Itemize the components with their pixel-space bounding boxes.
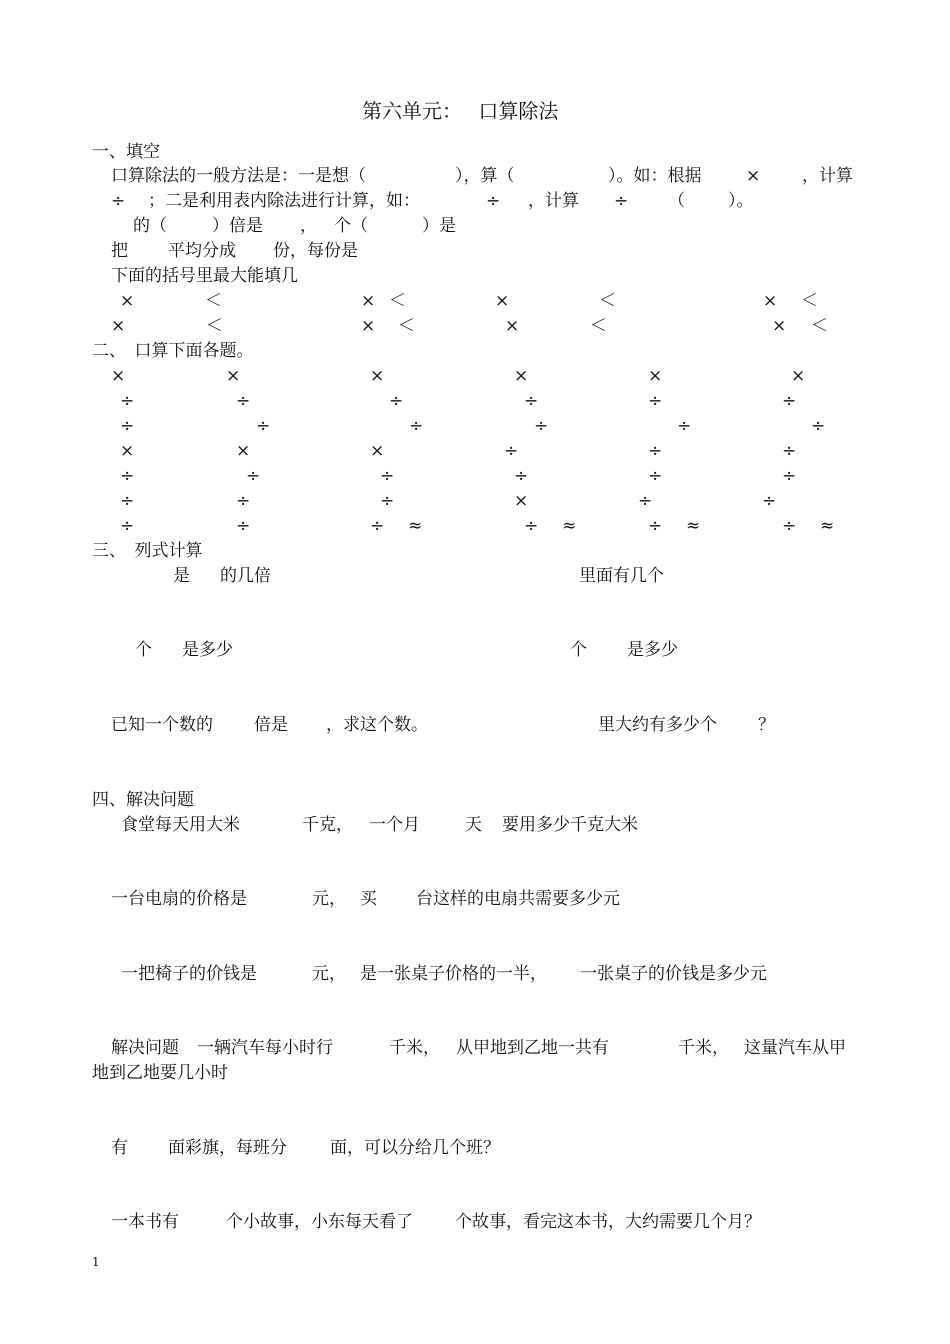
s2-r4-c4: ÷ — [504, 441, 519, 461]
s2-r7-approx2: ≈ — [562, 516, 577, 536]
s2-r7-c1: ÷ — [120, 516, 135, 536]
s2-r1-c2: × — [226, 366, 241, 386]
s1-row2-sym6: ＜ — [590, 316, 607, 336]
s2-r2-c1: ÷ — [120, 391, 135, 411]
s1-row1-sym5: × — [495, 291, 510, 311]
s2-r2-c3: ÷ — [389, 391, 404, 411]
s4-p2-b: 元， — [312, 889, 346, 909]
s2-r3-c1: ÷ — [120, 416, 135, 436]
s4-p4-cont: 地到乙地要几小时 — [92, 1063, 228, 1083]
s1-line4-c: 份，每份是 — [273, 241, 358, 261]
s4-p3-a: 一把椅子的价钱是 — [121, 964, 257, 984]
s2-r5-c5: ÷ — [648, 466, 663, 486]
s4-p6-c: 个故事，看完这本书，大约需要几个月？ — [455, 1212, 761, 1232]
page-number: 1 — [92, 1255, 100, 1269]
s4-p1-d: 天 — [465, 815, 482, 835]
s4-p4-d: 从甲地到乙地一共有 — [456, 1038, 609, 1058]
s2-r3-c5: ÷ — [677, 416, 692, 436]
s1-line1-e: ，计算 — [802, 166, 853, 186]
s1-line1-a: 口算除法的一般方法是：一是想（ — [111, 166, 366, 186]
s2-r4-c2: × — [236, 441, 251, 461]
s2-r2-c6: ÷ — [782, 391, 797, 411]
s4-p1-b: 千克， — [302, 815, 353, 835]
section4-heading: 四、解决问题 — [92, 790, 194, 810]
s2-r7-approx4: ≈ — [820, 516, 835, 536]
s1-line2-g: ）。 — [728, 191, 754, 211]
s3-q6-a: 里大约有多少个 — [598, 715, 717, 735]
s1-line4-b: 平均分成 — [168, 241, 236, 261]
s3-q5-c: ，求这个数。 — [326, 715, 428, 735]
s4-p5-c: 面，可以分给几个班？ — [330, 1138, 500, 1158]
s2-r3-c3: ÷ — [409, 416, 424, 436]
s1-line2-c: ÷ — [486, 191, 501, 211]
s2-r7-c5: ÷ — [648, 516, 663, 536]
s1-line1-b: ），算（ — [455, 166, 515, 186]
s3-q4-b: 是多少 — [627, 640, 678, 660]
s4-p4-e: 千米， — [678, 1038, 729, 1058]
s4-p2-c: 买 — [360, 889, 377, 909]
s1-row2-sym8: ＜ — [811, 316, 828, 336]
s1-row1-sym4: ＜ — [389, 291, 406, 311]
s1-line2-d: ，计算 — [528, 191, 579, 211]
s4-p6-b: 个小故事，小东每天看了 — [226, 1212, 413, 1232]
s1-row1-sym3: × — [361, 291, 376, 311]
s2-r5-c1: ÷ — [120, 466, 135, 486]
section1-heading: 一、填空 — [92, 142, 160, 162]
s2-r2-c5: ÷ — [648, 391, 663, 411]
s2-r4-c5: ÷ — [648, 441, 663, 461]
s2-r4-c6: ÷ — [782, 441, 797, 461]
s2-r5-c2: ÷ — [246, 466, 261, 486]
s3-q1-b: 的几倍 — [220, 566, 271, 586]
s2-r7-c6: ÷ — [782, 516, 797, 536]
s4-p5-a: 有 — [111, 1138, 128, 1158]
s2-r5-c6: ÷ — [782, 466, 797, 486]
s4-p4-f: 这量汽车从甲 — [744, 1038, 846, 1058]
s3-q1-a: 是 — [173, 566, 190, 586]
s1-line2-a: ÷ — [111, 191, 126, 211]
s1-line5: 下面的括号里最大能填几 — [111, 266, 298, 286]
s1-line2-f: （ — [668, 191, 685, 211]
s2-r5-c3: ÷ — [380, 466, 395, 486]
s1-row2-sym3: × — [361, 316, 376, 336]
s1-line3-b: ）倍是 — [212, 216, 263, 236]
s1-line3-d: 个（ — [334, 216, 368, 236]
s3-q4-a: 个 — [570, 640, 587, 660]
s2-r6-c3: ÷ — [380, 491, 395, 511]
s4-p2-a: 一台电扇的价格是 — [111, 889, 247, 909]
s4-p3-d: 一张桌子的价钱是多少元 — [580, 964, 767, 984]
s1-row1-sym2: ＜ — [205, 291, 222, 311]
s1-line3-e: ）是 — [422, 216, 456, 236]
s4-p1-a: 食堂每天用大米 — [121, 815, 240, 835]
s2-r3-c6: ÷ — [811, 416, 826, 436]
s2-r7-approx3: ≈ — [686, 516, 701, 536]
s2-r4-c1: × — [120, 441, 135, 461]
s2-r7-c2: ÷ — [236, 516, 251, 536]
s1-line1-d: × — [746, 166, 761, 186]
s1-line3-c: ， — [300, 216, 317, 236]
s1-line3-a: 的（ — [133, 216, 167, 236]
s1-row2-sym4: ＜ — [398, 316, 415, 336]
s2-r2-c4: ÷ — [524, 391, 539, 411]
s1-row1-sym1: × — [120, 291, 135, 311]
s2-r6-c1: ÷ — [120, 491, 135, 511]
s1-line1-c: ）。如：根据 — [608, 166, 702, 186]
s4-p1-e: 要用多少千克大米 — [502, 815, 638, 835]
s2-r4-c3: × — [370, 441, 385, 461]
s4-p4-a: 解决问题 — [111, 1038, 179, 1058]
s3-q5-a: 已知一个数的 — [111, 715, 213, 735]
s4-p5-b: 面彩旗，每班分 — [168, 1138, 287, 1158]
s4-p4-b: 一辆汽车每小时行 — [197, 1038, 333, 1058]
s4-p4-c: 千米， — [389, 1038, 440, 1058]
section3-heading: 三、 列式计算 — [92, 541, 203, 561]
s4-p1-c: 一个月 — [369, 815, 420, 835]
s3-q6-b: ？ — [758, 715, 775, 735]
s2-r1-c6: × — [791, 366, 806, 386]
s3-q3-b: 是多少 — [182, 640, 233, 660]
s2-r7-approx1: ≈ — [408, 516, 423, 536]
s2-r1-c4: × — [514, 366, 529, 386]
s1-line4-a: 把 — [111, 241, 128, 261]
s2-r6-c4: × — [514, 491, 529, 511]
s4-p6-a: 一本书有 — [111, 1212, 179, 1232]
s2-r3-c2: ÷ — [256, 416, 271, 436]
s2-r3-c4: ÷ — [534, 416, 549, 436]
s3-q5-b: 倍是 — [254, 715, 288, 735]
s2-r2-c2: ÷ — [236, 391, 251, 411]
s3-q3-a: 个 — [135, 640, 152, 660]
s2-r6-c6: ÷ — [762, 491, 777, 511]
s2-r1-c5: × — [648, 366, 663, 386]
s4-p2-d: 台这样的电扇共需要多少元 — [416, 889, 620, 909]
s2-r7-c4: ÷ — [524, 516, 539, 536]
s1-row1-sym8: ＜ — [801, 291, 818, 311]
s4-p3-c: 是一张桌子价格的一半， — [360, 964, 547, 984]
s1-row1-sym7: × — [763, 291, 778, 311]
section2-heading: 二、 口算下面各题。 — [92, 341, 254, 361]
s1-row2-sym5: × — [505, 316, 520, 336]
s2-r6-c2: ÷ — [236, 491, 251, 511]
s4-p3-b: 元， — [312, 964, 346, 984]
s2-r1-c1: × — [111, 366, 126, 386]
page-title: 第六单元： 口算除法 — [362, 99, 559, 123]
s1-line2-e: ÷ — [614, 191, 629, 211]
s2-r6-c5: ÷ — [638, 491, 653, 511]
s1-row2-sym2: ＜ — [206, 316, 223, 336]
s3-q2: 里面有几个 — [579, 566, 664, 586]
s1-row2-sym1: × — [111, 316, 126, 336]
s2-r1-c3: × — [370, 366, 385, 386]
s2-r7-c3: ÷ — [370, 516, 385, 536]
s1-row1-sym6: ＜ — [599, 291, 616, 311]
s1-row2-sym7: × — [772, 316, 787, 336]
s1-line2-b: ；二是利用表内除法进行计算，如： — [148, 191, 420, 211]
s2-r5-c4: ÷ — [514, 466, 529, 486]
